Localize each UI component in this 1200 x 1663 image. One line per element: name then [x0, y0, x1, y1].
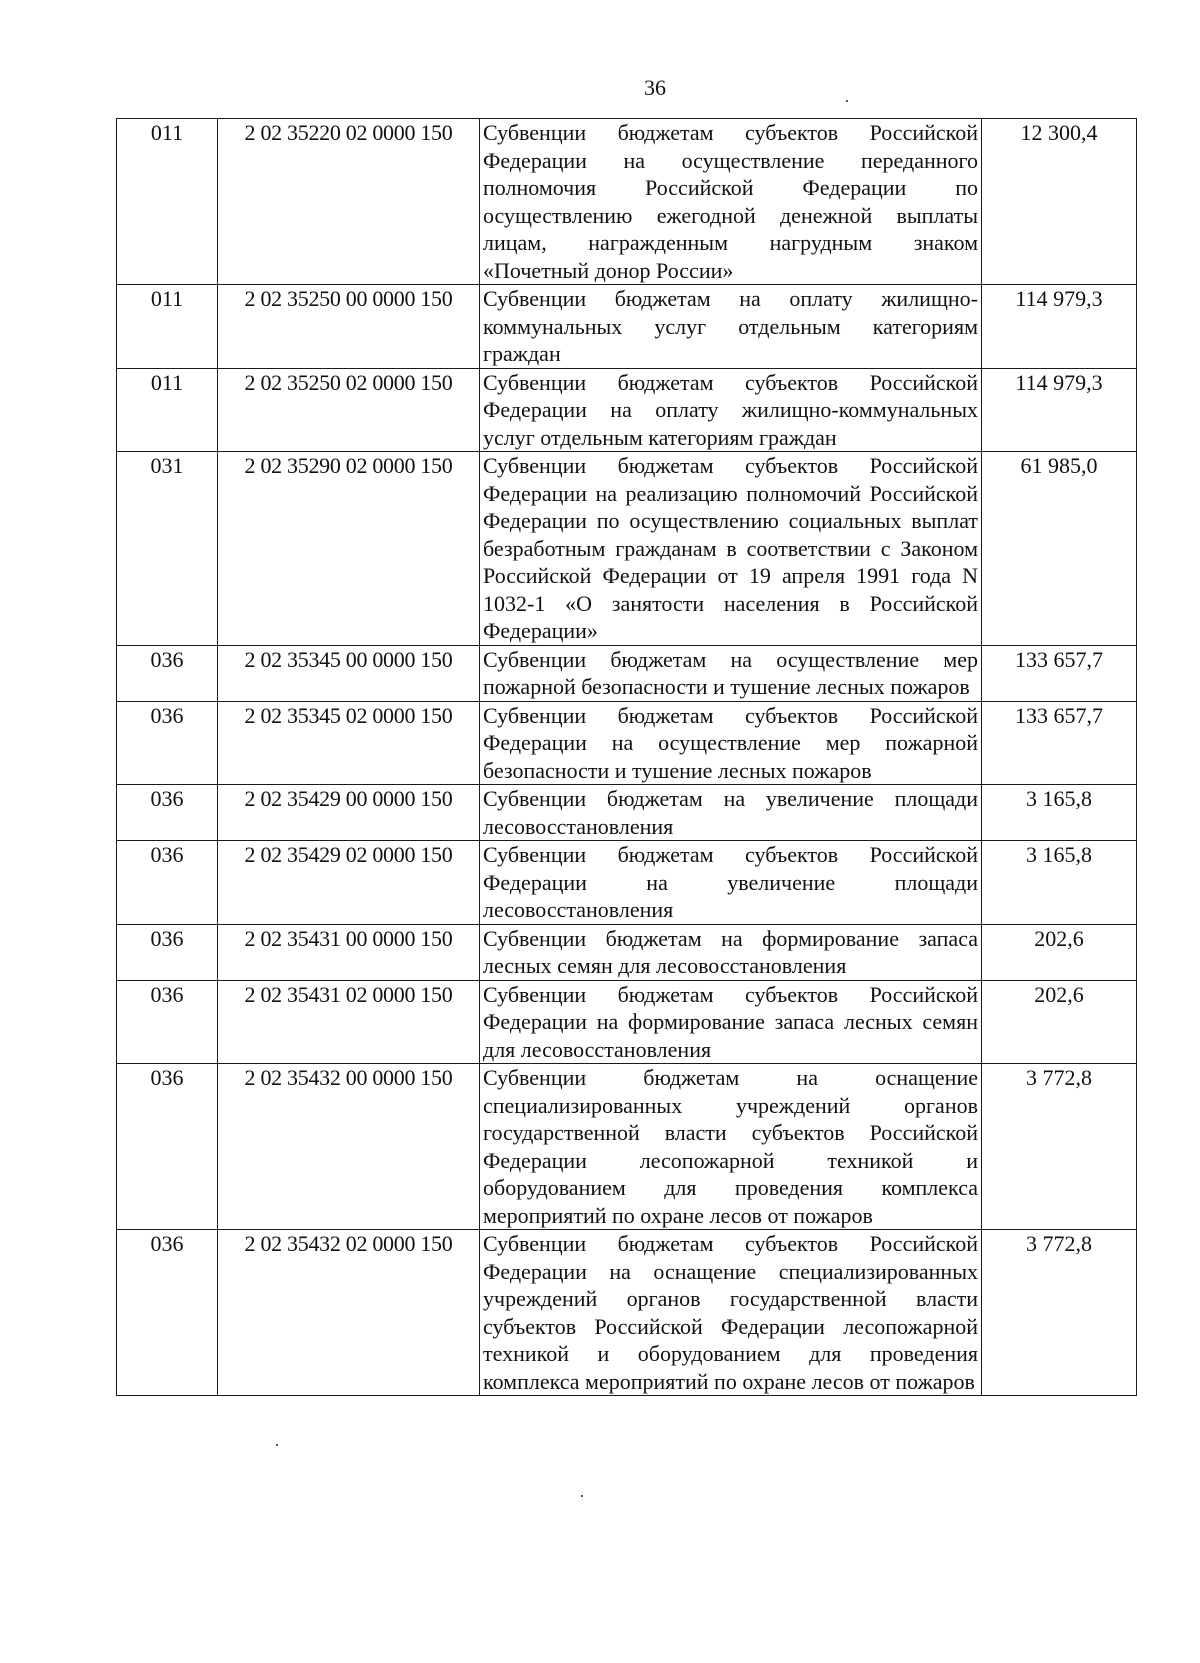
description-cell: Субвенции бюджетам субъектов Российской Федерации на реализацию полномочий Российской Федерации по осуществлению социальных выплат безработным гражданам в соответствии с Законом Российской Федерации от 19 апреля 1991 года N 1032-1 «О занятости населения в Российской Федерации» [480, 452, 982, 646]
amount-cell: 202,6 [982, 924, 1137, 980]
amount-cell: 133 657,7 [982, 701, 1137, 785]
table-row [117, 785, 1137, 841]
scan-speck [276, 1444, 278, 1446]
budget-code-cell: 2 02 35250 00 0000 150 [218, 285, 480, 369]
description-cell: Субвенции бюджетам субъектов Российской Федерации на формирование запаса лесных семян для лесовосстановления [480, 980, 982, 1064]
description-cell: Субвенции бюджетам субъектов Российской Федерации на оснащение специализированных учреждений органов государственной власти субъектов Российской Федерации лесопожарной техникой и оборудованием для проведения комплекса мероприятий по охране лесов от пожаров [480, 1230, 982, 1396]
budget-code-cell: 2 02 35429 00 0000 150 [218, 785, 480, 841]
description-cell: Субвенции бюджетам субъектов Российской Федерации на оплату жилищно-коммунальных услуг отдельным категориям граждан [480, 368, 982, 452]
admin-code-cell: 036 [117, 785, 218, 841]
admin-code-cell: 036 [117, 645, 218, 701]
table-row [117, 1064, 1137, 1230]
table-row [117, 841, 1137, 925]
description-cell: Субвенции бюджетам на увеличение площади лесовосстановления [480, 785, 982, 841]
description-cell: Субвенции бюджетам на оснащение специализированных учреждений органов государственной власти субъектов Российской Федерации лесопожарной техникой и оборудованием для проведения комплекса мероприятий по охране лесов от пожаров [480, 1064, 982, 1230]
description-cell: Субвенции бюджетам субъектов Российской Федерации на осуществление мер пожарной безопасности и тушение лесных пожаров [480, 701, 982, 785]
admin-code-cell: 011 [117, 368, 218, 452]
table-row [117, 452, 1137, 646]
admin-code-cell: 036 [117, 924, 218, 980]
admin-code-cell: 031 [117, 452, 218, 646]
budget-code-cell: 2 02 35431 00 0000 150 [218, 924, 480, 980]
table-row [117, 980, 1137, 1064]
admin-code-cell: 036 [117, 1064, 218, 1230]
amount-cell: 3 772,8 [982, 1064, 1137, 1230]
budget-code-cell: 2 02 35345 00 0000 150 [218, 645, 480, 701]
description-cell: Субвенции бюджетам на оплату жилищно-коммунальных услуг отдельным категориям граждан [480, 285, 982, 369]
budget-code-cell: 2 02 35290 02 0000 150 [218, 452, 480, 646]
amount-cell: 3 165,8 [982, 841, 1137, 925]
budget-code-cell: 2 02 35220 02 0000 150 [218, 119, 480, 285]
budget-code-cell: 2 02 35429 02 0000 150 [218, 841, 480, 925]
page-number: 36 [644, 75, 666, 100]
admin-code-cell: 036 [117, 980, 218, 1064]
admin-code-cell: 011 [117, 285, 218, 369]
budget-code-cell: 2 02 35250 02 0000 150 [218, 368, 480, 452]
scan-speck [846, 100, 848, 102]
amount-cell: 202,6 [982, 980, 1137, 1064]
amount-cell: 114 979,3 [982, 368, 1137, 452]
amount-cell: 3 165,8 [982, 785, 1137, 841]
description-cell: Субвенции бюджетам субъектов Российской Федерации на осуществление переданного полномочия Российской Федерации по осуществлению ежегодной денежной выплаты лицам, награжденным нагрудным знаком «Почетный донор России» [480, 119, 982, 285]
table-row [117, 285, 1137, 369]
table-row [117, 924, 1137, 980]
scan-speck [581, 1495, 583, 1497]
budget-code-cell: 2 02 35432 00 0000 150 [218, 1064, 480, 1230]
admin-code-cell: 036 [117, 841, 218, 925]
table-row [117, 368, 1137, 452]
table-row [117, 701, 1137, 785]
admin-code-cell: 036 [117, 1230, 218, 1396]
admin-code-cell: 011 [117, 119, 218, 285]
admin-code-cell: 036 [117, 701, 218, 785]
amount-cell: 12 300,4 [982, 119, 1137, 285]
amount-cell: 3 772,8 [982, 1230, 1137, 1396]
budget-code-cell: 2 02 35432 02 0000 150 [218, 1230, 480, 1396]
description-cell: Субвенции бюджетам субъектов Российской Федерации на увеличение площади лесовосстановления [480, 841, 982, 925]
budget-code-cell: 2 02 35345 02 0000 150 [218, 701, 480, 785]
budget-code-cell: 2 02 35431 02 0000 150 [218, 980, 480, 1064]
amount-cell: 61 985,0 [982, 452, 1137, 646]
table-row [117, 645, 1137, 701]
budget-table [116, 118, 1137, 1396]
table-row [117, 1230, 1137, 1396]
description-cell: Субвенции бюджетам на формирование запаса лесных семян для лесовосстановления [480, 924, 982, 980]
table-row [117, 119, 1137, 285]
description-cell: Субвенции бюджетам на осуществление мер пожарной безопасности и тушение лесных пожаров [480, 645, 982, 701]
amount-cell: 114 979,3 [982, 285, 1137, 369]
amount-cell: 133 657,7 [982, 645, 1137, 701]
